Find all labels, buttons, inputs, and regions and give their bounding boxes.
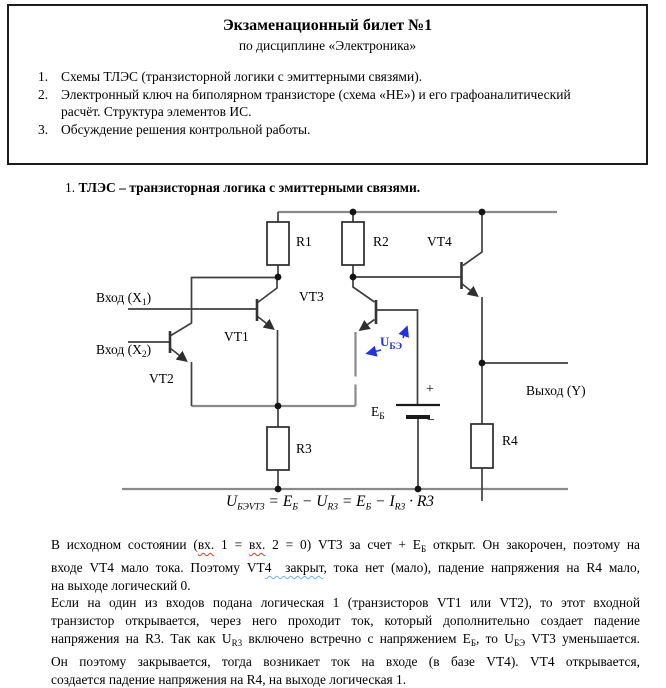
text-run: E [282,493,293,510]
text-sub: БЭVT3 [237,502,265,513]
text-run: = [264,493,283,510]
circuit-diagram [0,195,666,510]
text-run: 2 = 0) VT3 за счет + Е [265,537,421,552]
text-run: VT3 уменьшается. [525,630,640,646]
vt2-collector [170,278,278,337]
text-run: ) [146,290,152,305]
text-run: R3 [416,493,435,510]
ube-arrow-up-icon [403,327,407,338]
vt3-collector [353,277,375,302]
ube-annotation-arrows [367,327,407,354]
text-run: на выходе логический 0. [51,577,191,593]
vt1-collector [257,277,277,303]
vt2-emitter [170,348,187,361]
ube-arrow-left-icon [367,350,381,354]
body-line [51,653,640,671]
vt3-emitter [360,320,375,331]
text-sub: Б [470,637,477,648]
text-run: R3 [296,441,312,456]
text-run: Выход (Y) [526,383,586,398]
question-line: Схемы ТЛЭС (транзисторной логики с эмиттерными связями). [61,69,423,84]
body-line [51,671,640,688]
question-number: 2. [38,86,49,102]
text-run: VT2 [149,371,174,386]
question-list [9,68,646,138]
text-run: = [337,493,357,510]
text-run: VT1 [224,329,249,344]
text-sub: БЭ [389,342,403,352]
section-number: 1. [65,180,79,195]
body-line [51,559,640,577]
body-line [51,630,640,653]
vt4-emitter [462,284,478,297]
text-sub: Б [292,502,298,513]
body-text [51,536,640,688]
text-run: R1 [296,234,312,249]
text-sp-red: вх. [197,537,215,552]
question-number: 3. [38,121,49,137]
body-line [51,577,640,595]
question-line: расчёт. Структура элементов ИС. [61,104,252,119]
text-run: открыт. Он закорочен, поэтому на [426,537,640,552]
text-sub: 2 [141,350,147,360]
text-run: − [427,413,435,428]
ticket-title: Экзаменационный билет №1 [222,17,433,34]
text-run: · [405,493,417,510]
text-sp-red: вх. [248,537,266,552]
text-run: В исходном состоянии ( [51,537,198,552]
question-item [9,68,646,86]
body-line [51,594,640,612]
question-line: Электронный ключ на биполярном транзисторе (схема «НЕ») и его графоаналитический [61,86,571,102]
text-run: − [297,493,317,510]
body-line [51,612,640,630]
ticket-subtitle: по дисциплине «Электроника» [238,38,417,53]
text-run: ) [146,342,152,357]
text-sub: 1 [141,298,147,308]
resistors [267,222,493,470]
section-heading [65,180,420,196]
resistor-r1-symbol [267,222,289,265]
question-item [9,86,646,121]
text-run: − [371,493,390,510]
text-run: 1 = [214,537,249,552]
vt1-emitter [257,316,274,329]
question-item [9,121,646,139]
text-run: E [356,493,366,510]
question-line: Обсуждение решения контрольной работы. [61,121,311,137]
text-run: VT4 [427,234,452,249]
resistor-r2-symbol [342,222,364,265]
question-number: 1. [38,69,49,84]
section-title: ТЛЭС – транзисторная логика с эмиттерными связями. [78,180,421,195]
body-line [51,536,640,559]
text-run: напряжения на R3. Так как U [51,630,232,646]
text-sub: R3 [231,637,243,648]
text-run: включено встречно с напряжением Е [242,630,471,646]
ticket-box [7,4,648,165]
vt3-base-to-battery [376,310,418,405]
text-run: входе VT4 мало тока. Поэтому VT [51,559,265,575]
question-text [61,68,646,86]
battery-eb-symbol [396,405,440,417]
resistor-r3-symbol [267,427,289,470]
text-sub: R3 [327,502,338,513]
resistor-r4-symbol [471,424,493,468]
text-run: U [380,334,390,349]
formula [0,493,660,513]
text-run: Он поэтому закрывается, тогда возникает ток на входе (в базе VT4). VT4 открывается, [51,653,640,669]
vt4-collector [463,212,482,266]
text-run: транзистор открывается, через него проходит ток, который дополнительно создает падение [51,613,640,629]
text-run: , тока нет (мало), падение напряжения на R4 мало, [323,559,640,575]
text-run: + [426,382,434,397]
question-text [61,121,646,139]
text-run: Вход (X [96,342,142,357]
text-run: Вход (X [96,290,142,305]
text-run: Если на один из входов подана логическая 1 (транзисторов VT1 или VT2), то этот входной [51,595,640,611]
text-run: создается падение напряжения на R4, на выходе логическая 1. [51,671,407,687]
text-sub: БЭ [513,637,526,648]
text-run: U [225,493,238,510]
text-run: , то U [476,630,514,646]
text-run: R4 [502,433,518,448]
text-sub: R3 [394,502,406,513]
text-run: VT3 [299,289,324,304]
text-run: I [389,493,395,510]
text-run: Е [371,404,380,419]
text-sub: Б [379,412,385,422]
text-run: U [316,493,328,510]
text-sub: Б [365,502,372,513]
question-text [61,86,646,121]
text-sub: Б [420,544,427,554]
text-sp-blue: 4 закрыт [264,559,324,575]
text-run: R2 [373,234,389,249]
